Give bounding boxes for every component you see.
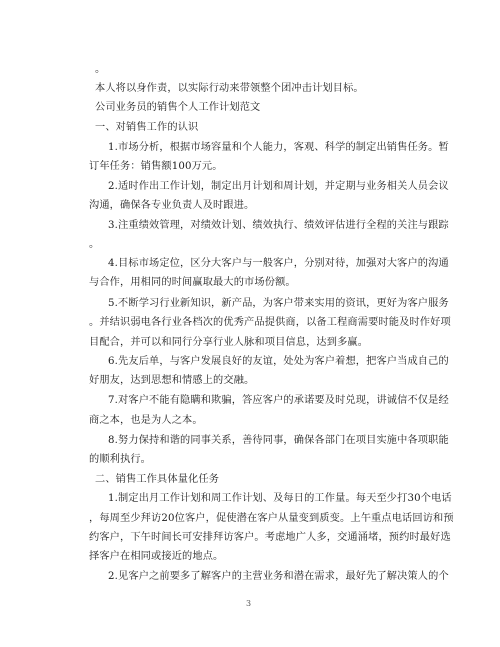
- page-number: 3: [246, 599, 252, 608]
- document-page: 。 本人将以身作责，以实际行动来带领整个团冲击计划目标。 公司业务员的销售个人工作计划范文 一、对销售工作的认识 1.市场分析，根据市场容量和个人能力，客观、科学的制定出销售任务。暂 订年任务：销售额100万元。 2.适时作出工作计划，制定出月计划和周计划，并定期与业务相关人员会议 沟通，确保各专业负责人及时跟进。 3.注重绩效管理，对绩效计划、绩效执行、绩效评估进行全程的关注与跟踪 。 4.目标市场定位，区分大客户与一般客户，分别对待，加强对大客户的沟通 与合作，用相同的时间赢取最大的市场份额。 5.不断学习行业新知识，新产品，为客户带来实用的资讯，更好为客户服务 。并结识弱电各行业各档次的优秀产品提供商，以备工程商需要时能及时作好项 目配合，并可以和同行分享行业人脉和项目信息，达到多赢。 6.先友后单，与客户发展良好的友谊，处处为客户着想，把客户当成自己的 好朋友，达到思想和情感上的交融。 7.对客户不能有隐瞒和欺骗，答应客户的承诺要及时兑现，讲诚信不仅是经 商之本，也是为人之本。 8.努力保持和谐的同事关系，善待同事，确保各部门在项目实施中各项职能 的顺利执行。 二、销售工作具体量化任务 1.制定出月工作计划和周工作计划、及每日的工作量。每天至少打30个电话 ，每周至少拜访20位客户，促使潜在客户从量变到质变。上午重点电话回访和预 约客户，下午时间长可安排拜访客户。考虑地广人多，交通涌堵，预约时最好选 择客户在相同或接近的地点。 2.见客户之前要多了解客户的主营业务和潜在需求，最好先了解决策人的个 3: [89, 64, 454, 608]
